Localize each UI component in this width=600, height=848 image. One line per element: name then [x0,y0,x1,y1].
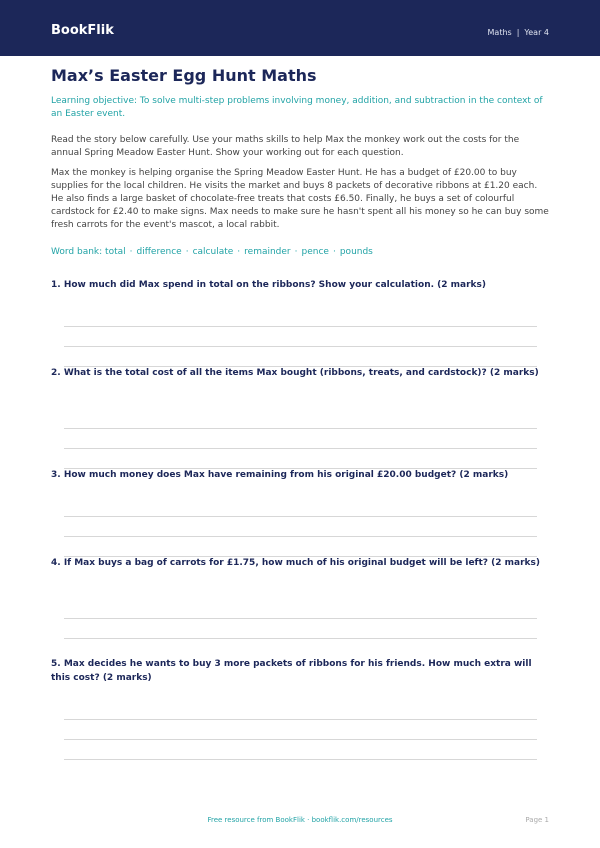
word-bank: Word bank: total · difference · calculate · remainder · pence · pounds [51,247,373,257]
answer-line[interactable] [64,618,537,619]
question-1: 1. How much did Max spend in total on the ribbons? Show your calculation. (2 marks) [51,280,487,290]
story-paragraph: Max the monkey is helping organise the Spring Meadow Easter Hunt. He has a budget of £20.00 to buy supplies for the local children. He visits the market and buys 8 packets of decorative ribbons at £1.20 each. He also finds a large basket of chocolate-free treats that costs £6.50. Finally, he buys a set of colourful cardstock for £2.40 to make signs. Max needs to make sure he hasn't spent all his money so he can buy some fresh carrots for the event's mascot, a local rabbit. [51,168,549,230]
question-2: 2. What is the total cost of all the items Max bought (ribbons, treats, and cardstock)? (2 marks) [51,368,539,378]
word-bank-word: remainder [244,247,291,257]
answer-line[interactable] [64,759,537,760]
question-5: 5. Max decides he wants to buy 3 more packets of ribbons for his friends. How much extra will this cost? (2 marks) [51,659,532,683]
word-bank-word: pounds [339,247,373,257]
word-bank-word: calculate [192,247,234,257]
year-label: Year 4 [524,28,549,37]
answer-line[interactable] [64,739,537,740]
word-bank-word: pence [301,247,329,257]
answer-line[interactable] [64,638,537,639]
word-bank-label: Word bank: [51,247,103,257]
word-bank-word: difference [136,247,182,257]
answer-line[interactable] [64,326,537,327]
intro-paragraph: Read the story below carefully. Use your maths skills to help Max the monkey work out the costs for the annual Spring Meadow Easter Hunt. Show your working out for each question. [51,135,520,158]
header-separator: | [516,28,520,37]
brand-logo[interactable]: BookFlik [51,23,114,38]
question-3: 3. How much money does Max have remaining from his original £20.00 budget? (2 marks) [51,470,509,480]
answer-line[interactable] [64,516,537,517]
header-meta [488,27,549,39]
answer-line[interactable] [64,428,537,429]
word-bank-word: total [105,247,126,257]
answer-line[interactable] [64,346,537,347]
question-4: 4. If Max buys a bag of carrots for £1.75, how much of his original budget will be left? (2 marks) [51,558,540,568]
page-title: Max’s Easter Egg Hunt Maths [51,66,317,85]
header-bar [0,0,600,56]
answer-line[interactable] [64,448,537,449]
footer-source-link[interactable]: Free resource from BookFlik · bookflik.com/resources [207,816,393,824]
answer-line[interactable] [64,536,537,537]
learning-objective: Learning objective: To solve multi-step problems involving money, addition, and subtraction in the context of an Easter event. [51,96,543,119]
page-number: Page 1 [525,816,549,824]
subject-label: Maths [487,28,512,37]
answer-line[interactable] [64,719,537,720]
